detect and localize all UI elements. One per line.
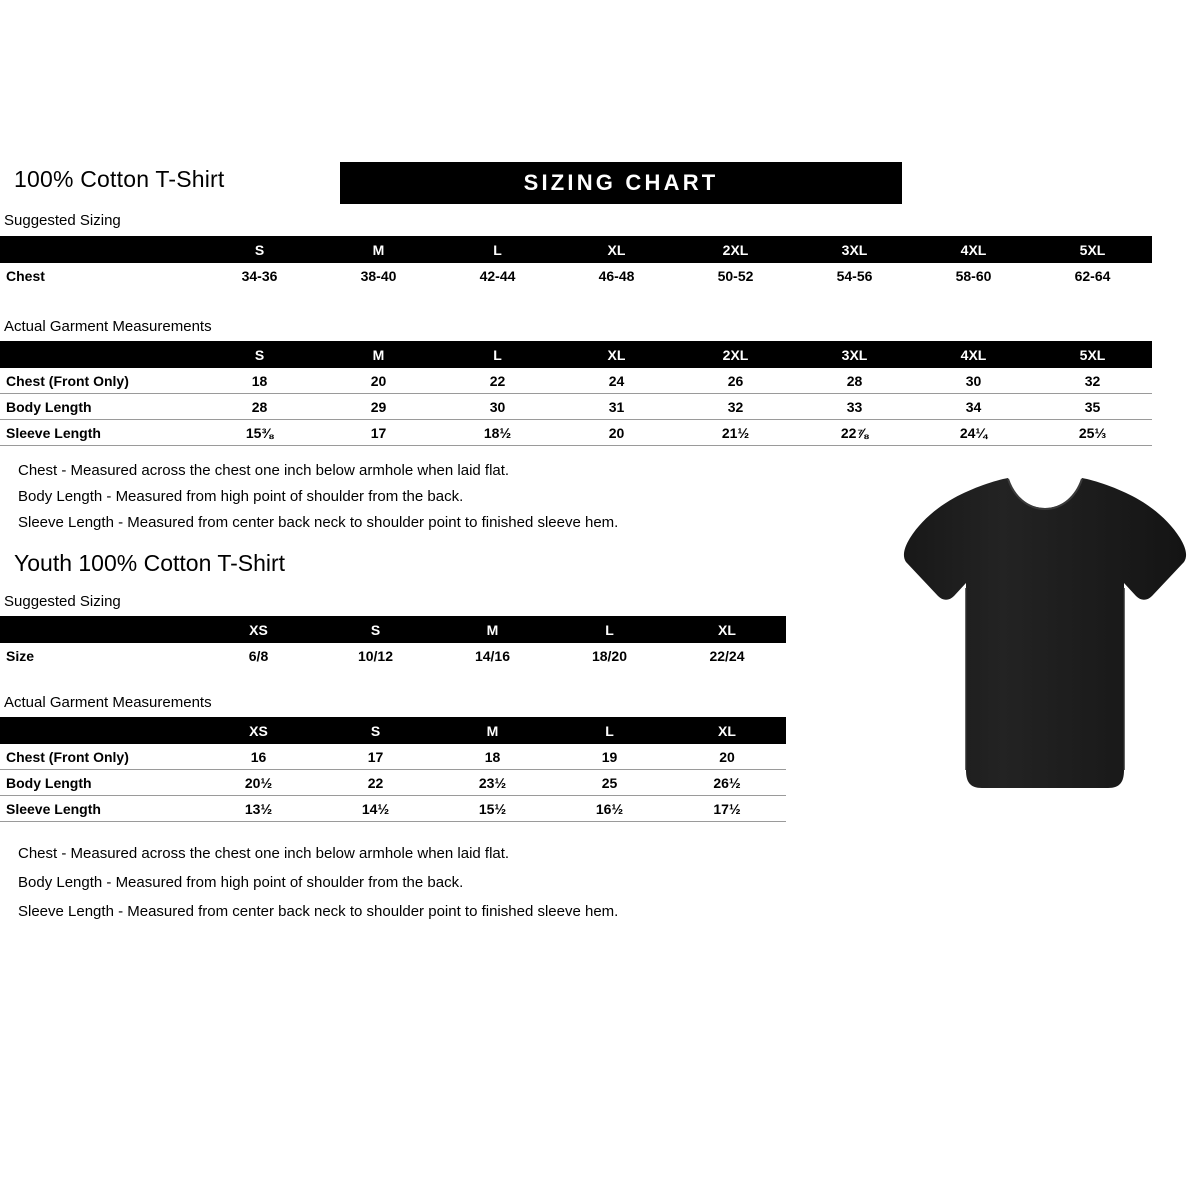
table-cell: 32	[1033, 368, 1152, 394]
sizing-chart-banner	[340, 162, 902, 204]
column-header: M	[372, 241, 385, 258]
table-cell: 23½	[434, 770, 551, 796]
t-shirt-icon	[900, 470, 1190, 810]
column-header	[0, 616, 200, 643]
table-cell: 17½	[668, 796, 786, 822]
adult-suggested-sizing-label: Suggested Sizing	[4, 212, 121, 229]
youth-actual-measurements-table	[0, 717, 786, 822]
sizing-chart-banner-label: SIZING CHART	[523, 170, 719, 195]
table-row	[0, 744, 786, 770]
youth-note-sleeve-length: Sleeve Length - Measured from center back neck to shoulder point to finished sleeve hem.	[18, 903, 619, 920]
table-cell: 30	[914, 368, 1033, 394]
column-header: 3XL	[841, 346, 868, 363]
table-cell: 42-44	[479, 267, 516, 284]
table-cell: 18½	[438, 420, 557, 446]
column-header: XL	[718, 621, 736, 638]
table-cell: 33	[795, 394, 914, 420]
youth-suggested-sizing-table	[0, 616, 786, 668]
table-cell: 24¼	[914, 420, 1033, 446]
table-cell: 15½	[434, 796, 551, 822]
adult-note-chest: Chest - Measured across the chest one inch below armhole when laid flat.	[18, 462, 510, 479]
table-cell: 31	[557, 394, 676, 420]
table-cell: 22	[317, 770, 434, 796]
table-row	[0, 368, 1152, 394]
column-header: L	[493, 346, 502, 363]
table-cell: 22⅞	[795, 420, 914, 446]
table-cell: 29	[319, 394, 438, 420]
column-header: M	[486, 621, 499, 638]
column-header: M	[486, 722, 499, 739]
table-cell: 17	[317, 744, 434, 770]
youth-note-body-length: Body Length - Measured from high point of shoulder from the back.	[18, 874, 464, 891]
youth-product-title: Youth 100% Cotton T-Shirt	[14, 550, 286, 576]
table-row	[0, 263, 1152, 288]
table-cell: 21½	[676, 420, 795, 446]
row-label: Chest (Front Only)	[0, 744, 200, 770]
adult-note-body-length: Body Length - Measured from high point of shoulder from the back.	[18, 488, 464, 505]
table-cell: 10/12	[357, 647, 394, 664]
column-header	[0, 236, 200, 263]
adult-product-title: 100% Cotton T-Shirt	[14, 166, 225, 192]
column-header: S	[370, 621, 381, 638]
row-label: Sleeve Length	[0, 420, 200, 446]
youth-actual-measurements-label: Actual Garment Measurements	[4, 694, 212, 711]
column-header	[0, 341, 200, 368]
row-label: Size	[6, 647, 35, 664]
adult-actual-measurements-table	[0, 341, 1152, 446]
table-cell: 14/16	[474, 647, 511, 664]
column-header: L	[605, 722, 614, 739]
table-row	[0, 643, 786, 668]
column-header: 4XL	[960, 241, 987, 258]
table-cell: 25⅓	[1033, 420, 1152, 446]
table-cell: 17	[319, 420, 438, 446]
table-cell: 32	[676, 394, 795, 420]
column-header: S	[254, 241, 265, 258]
column-header: XL	[607, 241, 626, 258]
table-cell: 13½	[200, 796, 317, 822]
column-header: XS	[249, 621, 268, 638]
table-row	[0, 796, 786, 822]
column-header	[0, 717, 200, 744]
table-cell: 20½	[200, 770, 317, 796]
table-cell: 16	[200, 744, 317, 770]
table-row	[0, 394, 1152, 420]
table-row	[0, 770, 786, 796]
table-cell: 25	[551, 770, 668, 796]
column-header: XS	[249, 722, 268, 739]
row-label: Chest	[6, 267, 45, 284]
adult-actual-measurements-label: Actual Garment Measurements	[4, 318, 212, 335]
column-header: 2XL	[722, 241, 749, 258]
table-header-row	[0, 717, 786, 744]
table-header-row	[0, 616, 786, 643]
table-cell: 14½	[317, 796, 434, 822]
column-header: 5XL	[1079, 241, 1106, 258]
table-cell: 26	[676, 368, 795, 394]
row-label: Body Length	[0, 770, 200, 796]
column-header: 3XL	[841, 241, 868, 258]
table-cell: 50-52	[717, 267, 754, 284]
row-label: Sleeve Length	[0, 796, 200, 822]
table-cell: 18	[434, 744, 551, 770]
table-cell: 20	[319, 368, 438, 394]
table-cell: 20	[668, 744, 786, 770]
table-cell: 26½	[668, 770, 786, 796]
table-cell: 22/24	[709, 647, 745, 664]
table-row	[0, 420, 1152, 446]
table-cell: 38-40	[360, 267, 397, 284]
table-cell: 28	[795, 368, 914, 394]
product-image-black-t-shirt	[900, 470, 1190, 810]
table-cell: 30	[438, 394, 557, 420]
table-cell: 34	[914, 394, 1033, 420]
table-cell: 18/20	[591, 647, 628, 664]
column-header: 4XL	[960, 346, 987, 363]
table-cell: 35	[1033, 394, 1152, 420]
row-label: Body Length	[0, 394, 200, 420]
youth-note-chest: Chest - Measured across the chest one inch below armhole when laid flat.	[18, 845, 510, 862]
column-header: 5XL	[1079, 346, 1106, 363]
column-header: L	[493, 241, 502, 258]
column-header: L	[605, 621, 614, 638]
row-label: Chest (Front Only)	[0, 368, 200, 394]
table-cell: 58-60	[955, 267, 992, 284]
table-header-row	[0, 236, 1152, 263]
table-cell: 16½	[551, 796, 668, 822]
table-cell: 28	[200, 394, 319, 420]
table-cell: 54-56	[836, 267, 873, 284]
table-cell: 6/8	[248, 647, 269, 664]
table-cell: 24	[557, 368, 676, 394]
table-cell: 62-64	[1074, 267, 1111, 284]
table-cell: 20	[557, 420, 676, 446]
table-header-row	[0, 341, 1152, 368]
column-header: XL	[607, 346, 626, 363]
column-header: S	[370, 722, 381, 739]
adult-suggested-sizing-table	[0, 236, 1152, 288]
table-cell: 46-48	[598, 267, 635, 284]
table-cell: 19	[551, 744, 668, 770]
column-header: S	[254, 346, 265, 363]
column-header: XL	[718, 722, 736, 739]
column-header: 2XL	[722, 346, 749, 363]
youth-suggested-sizing-label: Suggested Sizing	[4, 593, 121, 610]
adult-note-sleeve-length: Sleeve Length - Measured from center back neck to shoulder point to finished sleeve hem.	[18, 514, 619, 531]
table-cell: 34-36	[241, 267, 278, 284]
table-cell: 15⅜	[200, 420, 319, 446]
table-cell: 18	[200, 368, 319, 394]
table-cell: 22	[438, 368, 557, 394]
column-header: M	[372, 346, 385, 363]
